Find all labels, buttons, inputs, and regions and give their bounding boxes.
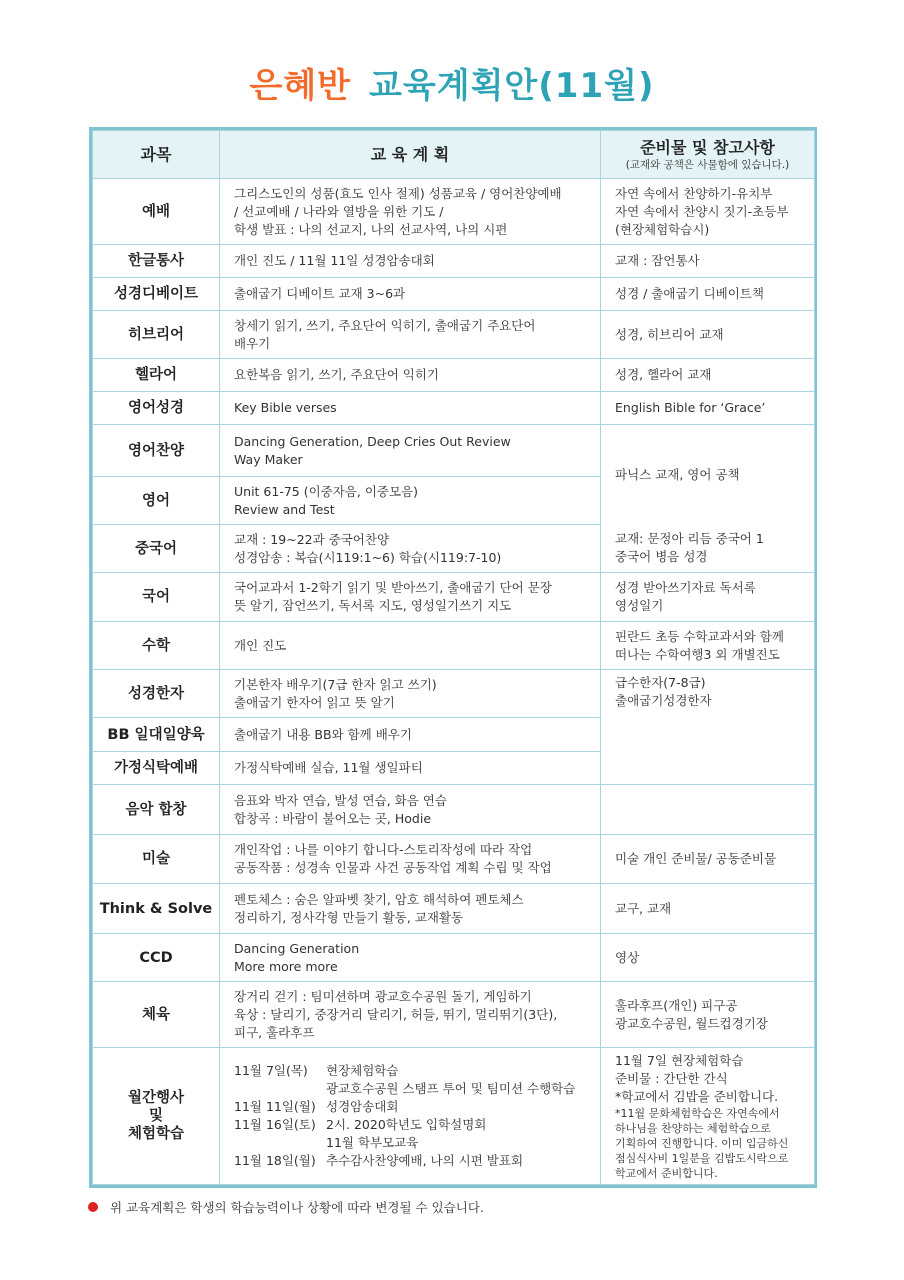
table-row — [93, 179, 815, 245]
plan-cell: 개인 진도 / 11월 11일 성경암송대회 — [220, 245, 601, 278]
event-date: 11월 11일(월) — [234, 1099, 316, 1114]
table-row — [93, 934, 815, 982]
plan-line: 배우기 — [234, 335, 271, 351]
bullet-icon — [88, 1202, 98, 1212]
subject-cell: 중국어 — [93, 525, 220, 573]
plan-line: 정리하기, 정사각형 만들기 활동, 교재활동 — [234, 909, 464, 925]
subject-cell: 국어 — [93, 573, 220, 622]
plan-line: 피구, 훌라후프 — [234, 1024, 315, 1040]
plan-line: 펜토체스 : 숨은 알파벳 찾기, 암호 해석하여 펜토체스 — [234, 891, 524, 907]
event-date: 11월 16일(토) — [234, 1117, 316, 1132]
prep-line: *학교에서 김밥을 준비합니다. — [615, 1088, 779, 1104]
prep-note-line: 학교에서 준비합니다. — [615, 1166, 718, 1180]
prep-line: 자연 속에서 찬양시 짓기-초등부 — [615, 203, 789, 219]
prep-line: 중국어 병음 성경 — [615, 549, 708, 565]
table-row — [93, 359, 815, 392]
subject-line: 체험학습 — [127, 1126, 185, 1142]
header-prep-note: (교재와 공책은 사물함에 있습니다.) — [625, 158, 790, 171]
table-row — [93, 1048, 815, 1185]
prep-cell — [601, 179, 815, 245]
header-prep — [601, 131, 815, 179]
plan-cell — [220, 670, 601, 718]
subject-cell: 성경한자 — [93, 670, 220, 718]
class-name: 은혜반 — [249, 66, 352, 106]
subject-cell: 영어성경 — [93, 392, 220, 425]
header-plan: 교 육 계 획 — [220, 131, 601, 179]
plan-cell: 출애굽기 디베이트 교재 3~6과 — [220, 278, 601, 311]
plan-cell — [220, 835, 601, 884]
prep-cell: 파닉스 교재, 영어 공책 — [601, 425, 815, 525]
prep-line: (현장체험학습시) — [615, 221, 710, 237]
prep-cell — [601, 573, 815, 622]
table-row — [93, 573, 815, 622]
plan-line: 그리스도인의 성품(효도 인사 절제) 성품교육 / 영어찬양예배 — [234, 185, 562, 201]
event-date: 11월 18일(월) — [234, 1153, 316, 1168]
prep-cell: 교구, 교재 — [601, 884, 815, 934]
plan-line: 교재 : 19~22과 중국어찬양 — [234, 531, 390, 547]
event-row — [234, 1134, 592, 1152]
event-desc: 추수감사찬양예배, 나의 시편 발표회 — [326, 1153, 524, 1168]
plan-line: 장거리 걷기 : 팀미션하며 광교호수공원 돌기, 게임하기 — [234, 988, 532, 1004]
subject-cell — [93, 1048, 220, 1185]
prep-cell: 미술 개인 준비물/ 공동준비물 — [601, 835, 815, 884]
plan-cell — [220, 525, 601, 573]
prep-line: 성경 받아쓰기자료 독서록 — [615, 580, 756, 595]
subject-cell: Think & Solve — [93, 884, 220, 934]
table-row — [93, 884, 815, 934]
footnote — [88, 1198, 484, 1216]
prep-line: 교재: 문정아 리듬 중국어 1 — [615, 531, 764, 547]
events-cell — [220, 1048, 601, 1185]
footnote-text: 위 교육계획은 학생의 학습능력이나 상황에 따라 변경될 수 있습니다. — [110, 1200, 484, 1215]
plan-cell — [220, 477, 601, 525]
event-date — [234, 1080, 326, 1098]
prep-line: 핀란드 초등 수학교과서와 함께 — [615, 628, 784, 644]
plan-cell: 출애굽기 내용 BB와 함께 배우기 — [220, 718, 601, 752]
subject-cell: 수학 — [93, 622, 220, 670]
plan-line: Unit 61-75 (이중자음, 이중모음) — [234, 483, 419, 499]
plan-line: 학생 발표 : 나의 선교지, 나의 선교사역, 나의 시편 — [234, 221, 508, 237]
plan-line: 육상 : 달리기, 중장거리 달리기, 허들, 뛰기, 멀리뛰기(3단), — [234, 1006, 558, 1022]
table-row — [93, 425, 815, 477]
plan-line: Review and Test — [234, 501, 335, 517]
subject-cell: 영어찬양 — [93, 425, 220, 477]
plan-line: 뜻 알기, 잠언쓰기, 독서록 지도, 영성일기쓰기 지도 — [234, 598, 512, 613]
event-row — [234, 1152, 592, 1170]
plan-cell — [220, 425, 601, 477]
plan-title: 교육계획안(11월) — [369, 66, 655, 106]
plan-cell: 개인 진도 — [220, 622, 601, 670]
plan-cell — [220, 785, 601, 835]
event-row — [234, 1116, 592, 1134]
plan-cell: Key Bible verses — [220, 392, 601, 425]
subject-cell: 가정식탁예배 — [93, 752, 220, 785]
header-prep-title: 준비물 및 참고사항 — [640, 137, 775, 157]
plan-line: 개인작업 : 나를 이야기 합니다-스토리작성에 따라 작업 — [234, 842, 533, 857]
subject-line: 월간행사 — [127, 1090, 185, 1106]
prep-line: 영성일기 — [615, 598, 664, 613]
subject-cell: 음악 합창 — [93, 785, 220, 835]
subject-cell: 체육 — [93, 982, 220, 1048]
table-row — [93, 785, 815, 835]
prep-line: 11월 7일 현장체험학습 — [615, 1052, 744, 1068]
prep-line: 훌라후프(개인) 피구공 — [615, 997, 738, 1013]
table-row — [93, 835, 815, 884]
plan-line: More more more — [234, 958, 338, 974]
prep-cell — [601, 670, 815, 785]
page-title — [0, 58, 904, 107]
prep-note-line: *11월 문화체험학습은 자연속에서 — [615, 1106, 780, 1120]
plan-cell — [220, 311, 601, 359]
prep-cell: English Bible for ‘Grace’ — [601, 392, 815, 425]
subject-cell: 예배 — [93, 179, 220, 245]
event-desc: 11월 학부모교육 — [326, 1135, 419, 1150]
plan-cell — [220, 573, 601, 622]
header-subject: 과목 — [93, 131, 220, 179]
plan-line: Way Maker — [234, 451, 303, 467]
event-row — [234, 1098, 592, 1116]
table-row — [93, 982, 815, 1048]
table-row — [93, 525, 815, 573]
event-date — [234, 1134, 326, 1152]
event-desc: 광교호수공원 스탬프 투어 및 팀미션 수행학습 — [326, 1081, 576, 1096]
plan-cell — [220, 179, 601, 245]
subject-cell: 성경디베이트 — [93, 278, 220, 311]
prep-cell: 성경, 히브리어 교재 — [601, 311, 815, 359]
plan-cell — [220, 982, 601, 1048]
plan-line: Dancing Generation, Deep Cries Out Review — [234, 433, 511, 449]
plan-line: 기본한자 배우기(7급 한자 읽고 쓰기) — [234, 676, 437, 692]
prep-cell — [601, 1048, 815, 1185]
education-plan-table — [89, 127, 817, 1188]
subject-line: 및 — [148, 1108, 163, 1124]
plan-line: 성경암송 : 복습(시119:1~6) 학습(시119:7-10) — [234, 549, 502, 565]
prep-line: 급수한자(7-8급) — [615, 675, 706, 690]
plan-line: 창세기 읽기, 쓰기, 주요단어 익히기, 출애굽기 주요단어 — [234, 317, 536, 333]
prep-cell: 성경 / 출애굽기 디베이트책 — [601, 278, 815, 311]
prep-cell — [601, 785, 815, 835]
plan-line: / 선교예배 / 나라와 열방을 위한 기도 / — [234, 203, 444, 219]
plan-line: 국어교과서 1-2학기 읽기 및 받아쓰기, 출애굽기 단어 문장 — [234, 580, 552, 595]
event-row — [234, 1062, 592, 1080]
subject-cell: BB 일대일양육 — [93, 718, 220, 752]
plan-line: 합창곡 : 바람이 불어오는 곳, Hodie — [234, 810, 432, 826]
subject-cell: 영어 — [93, 477, 220, 525]
prep-line: 떠나는 수학여행3 외 개별진도 — [615, 646, 780, 662]
event-desc: 성경암송대회 — [326, 1099, 399, 1114]
plan-line: 공동작품 : 성경속 인물과 사건 공동작업 계획 수립 및 작업 — [234, 860, 552, 875]
prep-cell: 교재 : 잠언통사 — [601, 245, 815, 278]
table-row — [93, 311, 815, 359]
prep-note-line: 점심식사비 1일분을 김밥도시락으로 — [615, 1151, 789, 1165]
plan-line: Dancing Generation — [234, 940, 360, 956]
table-row — [93, 392, 815, 425]
prep-cell — [601, 982, 815, 1048]
plan-cell — [220, 934, 601, 982]
prep-line: 준비물 : 간단한 간식 — [615, 1070, 728, 1086]
prep-cell — [601, 525, 815, 573]
subject-cell: 헬라어 — [93, 359, 220, 392]
event-desc: 현장체험학습 — [326, 1063, 399, 1078]
table-row — [93, 245, 815, 278]
prep-cell: 성경, 헬라어 교재 — [601, 359, 815, 392]
event-desc: 2시. 2020학년도 입학설명회 — [326, 1117, 487, 1132]
plan-line: 음표와 박자 연습, 발성 연습, 화음 연습 — [234, 792, 447, 808]
plan-cell: 가정식탁예배 실습, 11월 생일파티 — [220, 752, 601, 785]
table-row — [93, 622, 815, 670]
prep-note-line: 하나님을 찬양하는 체험학습으로 — [615, 1121, 771, 1135]
prep-note-line: 기획하여 진행합니다. 이미 입금하신 — [615, 1136, 789, 1150]
prep-cell: 영상 — [601, 934, 815, 982]
table-header-row — [93, 131, 815, 179]
event-date: 11월 7일(목) — [234, 1063, 308, 1078]
table-row — [93, 670, 815, 718]
subject-cell: CCD — [93, 934, 220, 982]
prep-line: 출애굽기성경한자 — [615, 693, 712, 708]
subject-cell: 미술 — [93, 835, 220, 884]
table-row — [93, 278, 815, 311]
prep-line: 광교호수공원, 월드컵경기장 — [615, 1015, 768, 1031]
subject-cell: 한글통사 — [93, 245, 220, 278]
subject-cell: 히브리어 — [93, 311, 220, 359]
event-row — [234, 1080, 592, 1098]
plan-cell: 요한복음 읽기, 쓰기, 주요단어 익히기 — [220, 359, 601, 392]
prep-line: 자연 속에서 찬양하기-유치부 — [615, 185, 773, 201]
plan-line: 출애굽기 한자어 읽고 뜻 알기 — [234, 694, 395, 710]
prep-cell — [601, 622, 815, 670]
plan-cell — [220, 884, 601, 934]
